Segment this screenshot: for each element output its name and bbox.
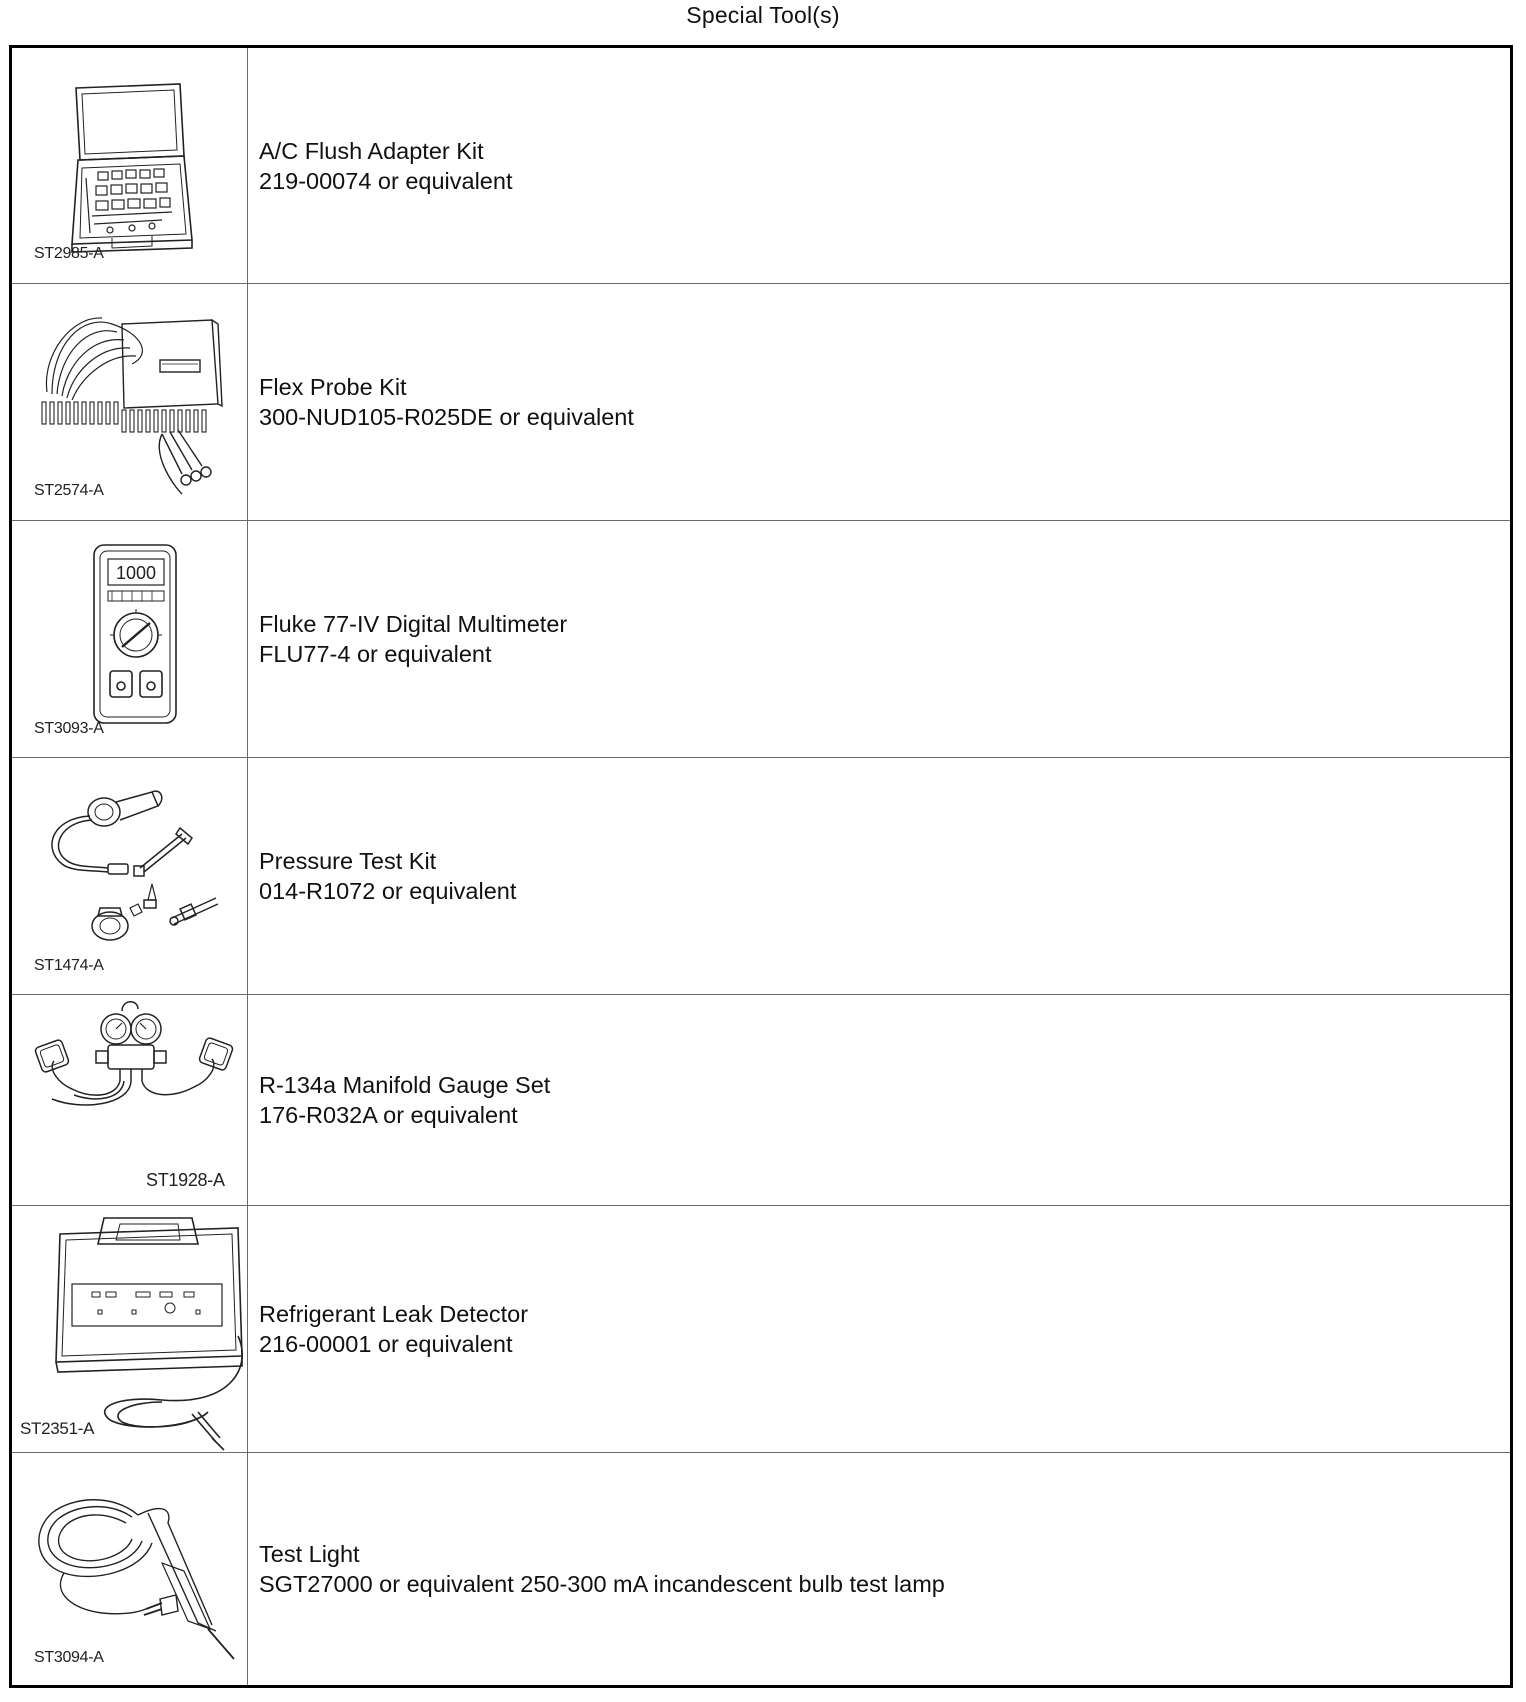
tool-name: R-134a Manifold Gauge Set [259,1072,551,1098]
tool-reference-code: ST2985-A [34,245,104,262]
tool-part-number: SGT27000 or equivalent 250-300 mA incandescent bulb test lamp [259,1571,945,1597]
tool-description [259,758,1500,994]
tool-reference-code: ST2574-A [34,482,104,499]
tool-description [259,48,1500,283]
tool-row [12,48,1510,284]
special-tools-table [9,45,1513,1688]
tool-part-number: 176-R032A or equivalent [259,1102,518,1128]
tool-image-cell [12,284,248,520]
tool-image-cell [12,1453,248,1685]
tool-part-number: 216-00001 or equivalent [259,1331,513,1357]
tool-image-cell [12,1206,248,1452]
tool-part-number: 300-NUD105-R025DE or equivalent [259,404,634,430]
tool-description [259,995,1500,1205]
tool-part-number: 014-R1072 or equivalent [259,878,517,904]
tool-row [12,284,1510,521]
tool-reference-code: ST3093-A [34,720,104,737]
leak-detector-icon [12,1206,248,1453]
tool-description [259,1453,1500,1685]
tool-reference-code: ST1928-A [146,1170,225,1190]
tool-description [259,1206,1500,1452]
tool-image-cell [12,521,248,757]
tool-name: Test Light [259,1541,360,1567]
tool-name: Refrigerant Leak Detector [259,1301,529,1327]
tool-row [12,1206,1510,1453]
tool-reference-code: ST1474-A [34,957,104,974]
tool-image-cell [12,48,248,283]
tool-description [259,284,1500,520]
page-title: Special Tool(s) [686,2,840,28]
tool-image-cell [12,995,248,1205]
tool-row [12,1453,1510,1685]
tool-row [12,758,1510,995]
tool-name: A/C Flush Adapter Kit [259,137,484,164]
multimeter-display-reading: 1000 [115,563,157,583]
tool-name: Fluke 77-IV Digital Multimeter [259,611,568,637]
tool-reference-code: ST3094-A [34,1649,104,1666]
tool-image-cell [12,758,248,994]
tool-row [12,521,1510,758]
tool-part-number: FLU77-4 or equivalent [259,641,492,667]
tool-part-number: 219-00074 or equivalent [259,167,513,194]
tool-name: Flex Probe Kit [259,374,407,400]
tool-row [12,995,1510,1206]
tool-description [259,521,1500,757]
tool-name: Pressure Test Kit [259,848,437,874]
tool-reference-code: ST2351-A [20,1419,95,1438]
